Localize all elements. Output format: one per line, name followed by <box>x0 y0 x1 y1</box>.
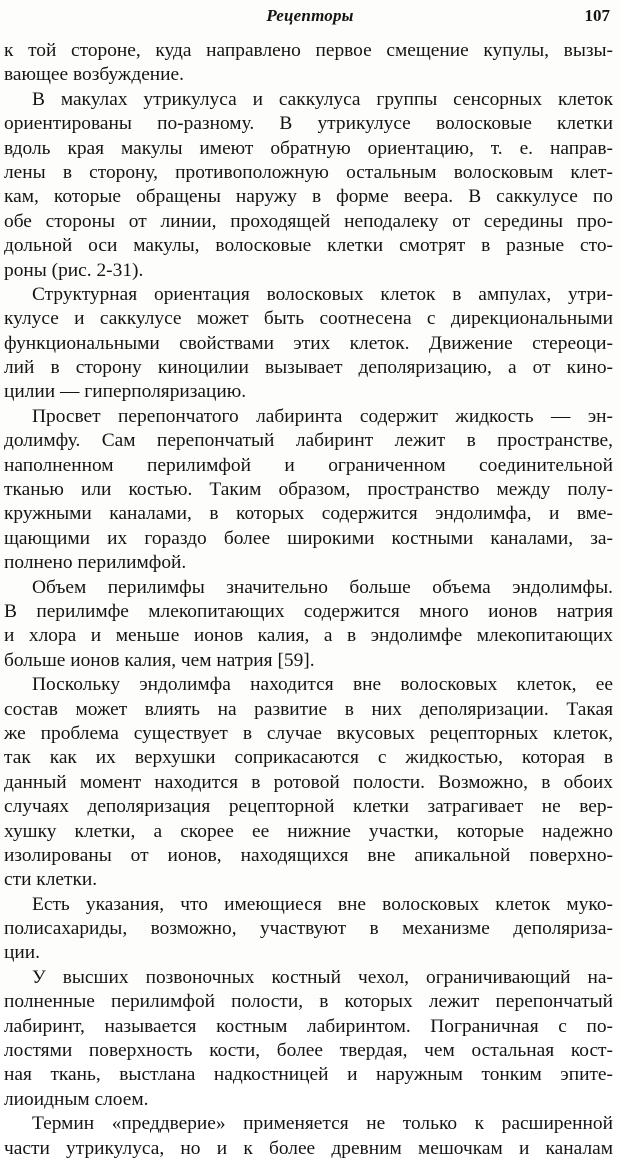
text-line: кулусе и саккулусе может быть соотнесена с дирекциональными <box>4 308 613 330</box>
text-line: щающими их гораздо более широкими костными каналами, за- <box>4 527 613 549</box>
text-line: больше ионов калия, чем натрия [59]. <box>4 649 315 671</box>
text-line: Структурная ориентация волосковых клеток в ампулах, утри- <box>32 283 613 305</box>
paragraph <box>4 893 613 966</box>
text-line: Есть указания, что имеющиеся вне волосковых клеток муко- <box>32 893 613 915</box>
text-line: дольной оси макулы, волосковые клетки смотрят в разные сто- <box>4 235 613 257</box>
text-line: лабиринт, называется костным лабиринтом. Пограничная с по- <box>4 1015 613 1037</box>
text-line: к той стороне, куда направлено первое смещение купулы, вызы- <box>4 40 613 61</box>
text-line: и хлора и меньше ионов калия, а в эндолимфе млекопитающих <box>4 625 613 647</box>
text-line: функциональными свойствами этих клеток. Движение стереоци- <box>4 332 613 354</box>
text-line: же проблема существует в случае вкусовых рецепторных клеток, <box>4 722 613 744</box>
text-line: хушку клетки, а скорее ее нижние участки, которые надежно <box>4 820 613 842</box>
text-line: полисахариды, возможно, участвуют в механизме деполяриза- <box>4 918 613 940</box>
paragraph <box>4 673 613 893</box>
page-header <box>0 6 620 28</box>
paragraph <box>4 283 613 405</box>
text-line: лий в сторону киноцилии вызывает деполяризацию, а от кино- <box>4 357 613 379</box>
text-line: Объем перилимфы значительно больше объема эндолимфы. <box>32 576 613 598</box>
paragraph <box>4 39 613 88</box>
text-line: состав может влиять на развитие в них деполяризации. Такая <box>4 698 613 720</box>
text-line: полненные перилимфой полости, в которых лежит перепончатый <box>4 991 613 1013</box>
text-line: лены в сторону, противоположную остальным волосковым клет- <box>4 161 613 183</box>
paragraph <box>4 576 613 674</box>
running-title: Рецепторы <box>266 6 354 25</box>
text-line: лиоидным слоем. <box>4 1088 149 1110</box>
text-line: кам, которые обращены наружу в форме веера. В саккулусе по <box>4 186 613 208</box>
text-line: вающее возбуждение. <box>4 64 185 86</box>
text-line: наполненном перилимфой и ограниченном соединительной <box>4 454 613 476</box>
text-line: ции. <box>4 942 40 964</box>
paragraph <box>4 1112 613 1161</box>
text-line: лостями поверхность кости, более твердая, чем остальная кост- <box>4 1040 613 1062</box>
paragraph <box>4 966 613 1112</box>
text-line: изолированы от ионов, находящихся вне апикальной поверхно- <box>4 844 613 866</box>
text-line: цилии — гиперполяризацию. <box>4 381 247 403</box>
body-text <box>4 39 613 1161</box>
text-line: ная ткань, выстлана надкостницей и наружным тонким эпите- <box>4 1064 613 1086</box>
text-line: В макулах утрикулуса и саккулуса группы сенсорных клеток <box>32 88 613 110</box>
text-line: Поскольку эндолимфа находится вне волосковых клеток, ее <box>32 674 613 696</box>
text-line: так как их верхушки соприкасаются с жидкостью, которая в <box>4 747 613 769</box>
text-line: части утрикулуса, но и к более древним мешочкам и каналам <box>4 1137 613 1159</box>
paragraph <box>4 88 613 283</box>
text-line: У высших позвоночных костный чехол, ограничивающий на- <box>32 966 613 988</box>
page-number: 107 <box>584 6 610 25</box>
text-line: вдоль края макулы имеют обратную ориентацию, т. е. направ- <box>4 137 613 159</box>
text-line: роны (рис. 2-31). <box>4 259 144 281</box>
text-line: полнено перилимфой. <box>4 552 187 574</box>
text-line: тканью или костью. Таким образом, пространство между полу- <box>4 479 613 501</box>
text-line: Термин «преддверие» применяется не только к расширенной <box>32 1113 613 1135</box>
text-line: случаях деполяризация рецепторной клетки затрагивает не вер- <box>4 796 613 818</box>
text-line: сти клетки. <box>4 869 98 891</box>
text-line: обе стороны от линии, проходящей неподалеку от середины про- <box>4 210 613 232</box>
paragraph <box>4 405 613 576</box>
text-line: ориентированы по-разному. В утрикулусе волосковые клетки <box>4 113 613 135</box>
text-line: Просвет перепончатого лабиринта содержит жидкость — эн- <box>32 405 613 427</box>
text-line: долимфу. Сам перепончатый лабиринт лежит в пространстве, <box>4 430 613 452</box>
text-line: кружными каналами, в которых содержится эндолимфа, и вме- <box>4 503 613 525</box>
text-line: В перилимфе млекопитающих содержится много ионов натрия <box>4 600 613 622</box>
text-line: данный момент находится в ротовой полости. Возможно, в обоих <box>4 771 613 793</box>
